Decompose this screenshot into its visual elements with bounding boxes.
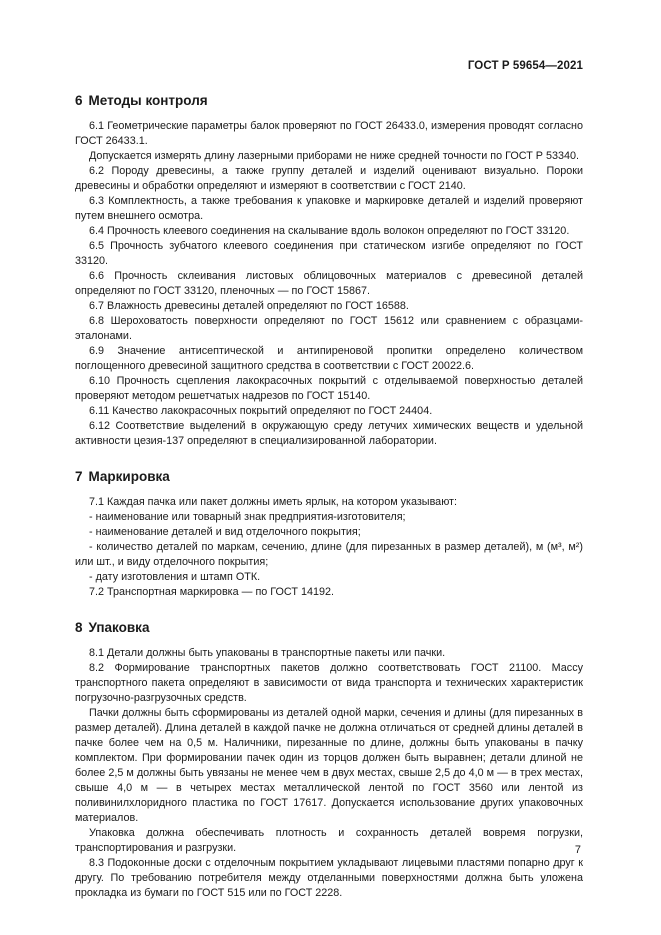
paragraph: Упаковка должна обеспечивать плотность и сохранность деталей вовремя погрузки, транспортирования и разгрузки.: [75, 827, 583, 854]
list-item: - дату изготовления и штамп ОТК.: [89, 571, 261, 583]
page-number: 7: [574, 844, 581, 856]
list-item: - количество деталей по маркам, сечению, длине (для пирезанных в размер деталей), м (м³, м²) или шт., и виду отделочного покрытия;: [75, 541, 583, 568]
paragraph: 6.2 Породу древесины, а также группу деталей и изделий оценивают визуально. Пороки древесины и обработки определяют и измеряют в соответствии с ГОСТ 2140.: [75, 165, 583, 192]
section-marking: [75, 468, 583, 600]
paragraph: 8.3 Подоконные доски с отделочным покрытием укладывают лицевыми пластями попарно друг к другу. По требованию потребителя между отделанными поверхностями должна быть уложена прокладка из бумаги по ГОСТ 515 или по ГОСТ 2228.: [75, 857, 583, 899]
paragraph: [75, 119, 583, 149]
paragraph: 8.2 Формирование транспортных пакетов должно соответствовать ГОСТ 21100. Массу транспортного пакета определяют в зависимости от вида транспорта и технических характеристик погрузочно-разгрузочных средств.: [75, 662, 583, 704]
section-title: [75, 92, 583, 110]
paragraph: 6.8 Шероховатость поверхности определяют по ГОСТ 15612 или сравнением с образцами-эталонами.: [75, 315, 583, 342]
section-heading: Методы контроля: [88, 93, 208, 108]
paragraph: 6.12 Соответствие выделений в окружающую среду летучих химических веществ и удельной активности цезия-137 определяют в специализированной лаборатории.: [75, 420, 583, 447]
list-item: - наименование или товарный знак предприятия-изготовителя;: [89, 511, 406, 523]
document-header: ГОСТ Р 59654—2021: [467, 60, 583, 72]
paragraph: 6.6 Прочность склеивания листовых облицовочных материалов с древесиной деталей определяют по ГОСТ 33120, пленочных — по ГОСТ 15867.: [75, 270, 583, 297]
paragraph: 7.1 Каждая пачка или пакет должны иметь ярлык, на котором указывают:: [89, 496, 457, 508]
document-body: [75, 92, 583, 920]
paragraph: 8.1 Детали должны быть упакованы в транспортные пакеты или пачки.: [89, 647, 446, 659]
paragraph: 6.4 Прочность клеевого соединения на скалывание вдоль волокон определяют по ГОСТ 33120.: [89, 225, 570, 237]
paragraph: 6.5 Прочность зубчатого клеевого соединения при статическом изгибе определяют по ГОСТ 33120.: [75, 240, 583, 267]
list-item: - наименование деталей и вид отделочного покрытия;: [89, 526, 361, 538]
section-title: [75, 619, 583, 637]
paragraph: Допускается измерять длину лазерными приборами не ниже средней точности по ГОСТ Р 53340.: [89, 150, 580, 162]
paragraph: 6.11 Качество лакокрасочных покрытий определяют по ГОСТ 24404.: [89, 405, 433, 417]
paragraph: 7.2 Транспортная маркировка — по ГОСТ 14192.: [89, 586, 334, 598]
section-title: [75, 468, 583, 486]
paragraph: 6.9 Значение антисептической и антипиреновой пропитки определено количеством поглощенного древесиной защитного средства в соответствии с ГОСТ 20022.6.: [75, 345, 583, 372]
paragraph: 6.10 Прочность сцепления лакокрасочных покрытий с отделываемой поверхностью деталей проверяют методом решетчатых надрезов по ГОСТ 15140.: [75, 375, 583, 402]
paragraph: 6.7 Влажность древесины деталей определяют по ГОСТ 16588.: [89, 300, 409, 312]
section-heading: Упаковка: [88, 620, 150, 635]
section-number: 6: [75, 93, 83, 108]
paragraph: Пачки должны быть сформированы из деталей одной марки, сечения и длины (для пирезанных в размер деталей). Длина деталей в каждой пачке не должна отличаться от средней длины деталей в пачке более чем на 0,5 м. Наличники, пирезанные по длине, должны быть упакованы в пачку комплектом. При формировании пачек один из торцов должен быть выравнен; детали длиной не более 2,5 м должны быть увязаны не менее чем в двух местах, свыше 2,5 до 4,0 м — в трех местах, свыше 4,0 м — в четырех местах металлической лентой по ГОСТ 3560 или лентой из поливинилхлоридного пластика по ГОСТ 17617. Допускается использование других упаковочных материалов.: [75, 707, 583, 824]
section-packaging: [75, 619, 583, 901]
paragraph-text: 6.1 Геометрические параметры балок проверяют по ГОСТ 26433.0, измерения проводят согласно ГОСТ 26433.1.: [75, 120, 583, 147]
section-heading: Маркировка: [88, 469, 170, 484]
paragraph: 6.3 Комплектность, а также требования к упаковке и маркировке деталей и изделий проверяют путем внешнего осмотра.: [75, 195, 583, 222]
section-number: 8: [75, 620, 83, 635]
section-control-methods: [75, 92, 583, 449]
section-number: 7: [75, 469, 83, 484]
